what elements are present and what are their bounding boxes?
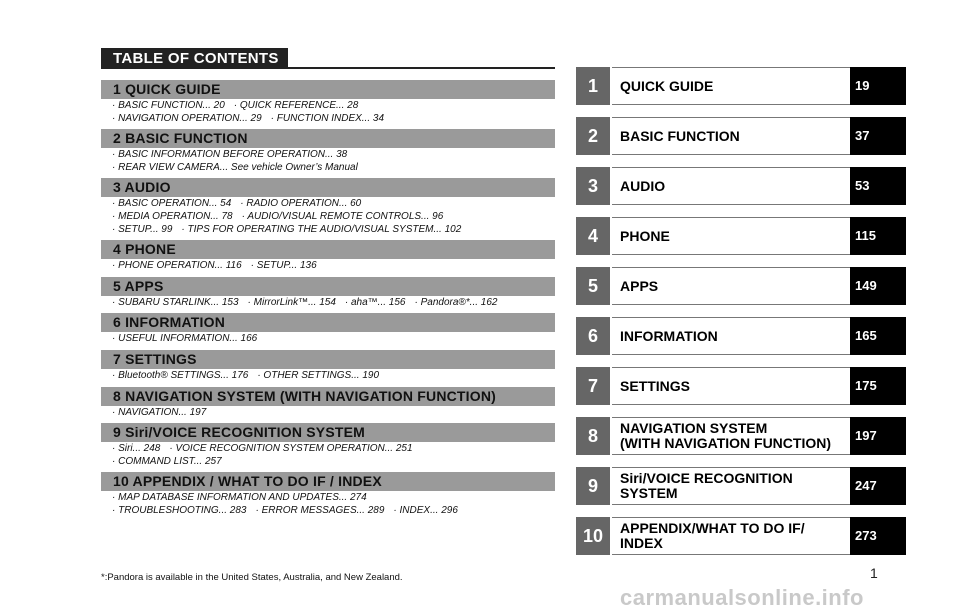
toc-entry-link[interactable]: · MirrorLink™... 154 bbox=[247, 296, 336, 308]
section-list bbox=[101, 80, 555, 522]
chapter-page-number: 175 bbox=[850, 367, 906, 405]
entry-line bbox=[112, 211, 555, 224]
toc-section bbox=[101, 350, 555, 383]
chapter-number: 7 bbox=[576, 367, 610, 405]
watermark: carmanualsonline.info bbox=[620, 585, 864, 610]
toc-entry-link[interactable]: · Siri... 248 bbox=[112, 443, 161, 455]
chapter-number: 6 bbox=[576, 317, 610, 355]
toc-entry-link[interactable]: · COMMAND LIST... 257 bbox=[112, 455, 222, 467]
toc-entry-link[interactable]: · USEFUL INFORMATION... 166 bbox=[112, 333, 258, 345]
section-heading[interactable]: 1 QUICK GUIDE bbox=[101, 80, 555, 99]
toc-entry-link[interactable]: · OTHER SETTINGS... 190 bbox=[257, 369, 380, 381]
entry-line bbox=[112, 456, 555, 469]
chapter-page-number: 247 bbox=[850, 467, 906, 505]
chapter-tab[interactable] bbox=[576, 367, 906, 405]
chapter-tab[interactable] bbox=[576, 417, 906, 455]
section-entries bbox=[101, 259, 555, 273]
toc-entry-link[interactable]: · SETUP... 136 bbox=[250, 260, 317, 272]
entry-line bbox=[112, 492, 555, 505]
entry-line bbox=[112, 297, 555, 310]
entry-line bbox=[112, 100, 555, 113]
chapter-label: NAVIGATION SYSTEM (WITH NAVIGATION FUNCTION) bbox=[612, 417, 859, 455]
chapter-label: INFORMATION bbox=[612, 317, 859, 355]
toc-section bbox=[101, 240, 555, 273]
section-heading[interactable]: 9 Siri/VOICE RECOGNITION SYSTEM bbox=[101, 423, 555, 442]
chapter-tab[interactable] bbox=[576, 167, 906, 205]
chapter-tabs bbox=[576, 67, 906, 567]
toc-entry-link[interactable]: · QUICK REFERENCE... 28 bbox=[233, 100, 359, 111]
toc-entry-link[interactable]: · TROUBLESHOOTING... 283 bbox=[112, 504, 247, 516]
toc-section bbox=[101, 387, 555, 420]
toc-entry-link[interactable]: · PHONE OPERATION... 116 bbox=[112, 260, 242, 272]
section-entries bbox=[101, 442, 555, 468]
entry-line bbox=[112, 443, 555, 456]
section-entries bbox=[101, 406, 555, 420]
chapter-page-number: 165 bbox=[850, 317, 906, 355]
toc-section bbox=[101, 129, 555, 174]
toc-entry-link[interactable]: · REAR VIEW CAMERA... See vehicle Owner’s Manual bbox=[112, 161, 358, 173]
entry-line bbox=[112, 198, 555, 211]
entry-line bbox=[112, 113, 555, 126]
chapter-number: 2 bbox=[576, 117, 610, 155]
chapter-tab[interactable] bbox=[576, 467, 906, 505]
chapter-label: SETTINGS bbox=[612, 367, 859, 405]
section-heading[interactable]: 6 INFORMATION bbox=[101, 313, 555, 332]
toc-section bbox=[101, 178, 555, 236]
chapter-label: QUICK GUIDE bbox=[612, 67, 859, 105]
toc-entry-link[interactable]: · AUDIO/VISUAL REMOTE CONTROLS... 96 bbox=[241, 210, 444, 222]
chapter-tab[interactable] bbox=[576, 267, 906, 305]
toc-entry-link[interactable]: · VOICE RECOGNITION SYSTEM OPERATION... 251 bbox=[169, 443, 413, 455]
chapter-page-number: 115 bbox=[850, 217, 906, 255]
section-entries bbox=[101, 332, 555, 346]
toc-entry-link[interactable]: · BASIC INFORMATION BEFORE OPERATION... 38 bbox=[112, 149, 348, 161]
chapter-page-number: 53 bbox=[850, 167, 906, 205]
entry-line bbox=[112, 333, 555, 346]
entry-line bbox=[112, 260, 555, 273]
toc-entry-link[interactable]: · aha™... 156 bbox=[344, 296, 406, 308]
entry-line bbox=[112, 162, 555, 175]
toc-entry-link[interactable]: · BASIC FUNCTION... 20 bbox=[112, 100, 225, 111]
section-heading[interactable]: 2 BASIC FUNCTION bbox=[101, 129, 555, 148]
chapter-label: BASIC FUNCTION bbox=[612, 117, 859, 155]
chapter-tab[interactable] bbox=[576, 67, 906, 105]
section-entries bbox=[101, 99, 555, 125]
toc-entry-link[interactable]: · BASIC OPERATION... 54 bbox=[112, 198, 232, 210]
toc-entry-link[interactable]: · FUNCTION INDEX... 34 bbox=[270, 112, 385, 124]
toc-entry-link[interactable]: · MEDIA OPERATION... 78 bbox=[112, 210, 233, 222]
toc-entry-link[interactable]: · RADIO OPERATION... 60 bbox=[240, 198, 362, 210]
section-entries bbox=[101, 296, 555, 310]
toc-entry-link[interactable]: · MAP DATABASE INFORMATION AND UPDATES... 274 bbox=[112, 492, 367, 504]
toc-entry-link[interactable]: · SETUP... 99 bbox=[112, 223, 173, 235]
title-rule bbox=[101, 67, 555, 69]
page-number: 1 bbox=[870, 565, 878, 581]
toc-entry-link[interactable]: · ERROR MESSAGES... 289 bbox=[255, 504, 385, 516]
section-heading[interactable]: 10 APPENDIX / WHAT TO DO IF / INDEX bbox=[101, 472, 555, 491]
toc-entry-link[interactable]: · SUBARU STARLINK... 153 bbox=[112, 296, 239, 308]
section-entries bbox=[101, 369, 555, 383]
toc-section bbox=[101, 277, 555, 310]
section-heading[interactable]: 5 APPS bbox=[101, 277, 555, 296]
section-entries bbox=[101, 197, 555, 236]
chapter-label: APPENDIX/WHAT TO DO IF/ INDEX bbox=[612, 517, 859, 555]
section-heading[interactable]: 4 PHONE bbox=[101, 240, 555, 259]
section-heading[interactable]: 8 NAVIGATION SYSTEM (WITH NAVIGATION FUNCTION) bbox=[101, 387, 555, 406]
chapter-page-number: 19 bbox=[850, 67, 906, 105]
chapter-page-number: 37 bbox=[850, 117, 906, 155]
chapter-label: APPS bbox=[612, 267, 859, 305]
toc-section bbox=[101, 80, 555, 125]
chapter-number: 1 bbox=[576, 67, 610, 105]
toc-title: TABLE OF CONTENTS bbox=[101, 48, 288, 69]
chapter-number: 8 bbox=[576, 417, 610, 455]
toc-entry-link[interactable]: · TIPS FOR OPERATING THE AUDIO/VISUAL SYSTEM... 102 bbox=[181, 223, 462, 235]
toc-section bbox=[101, 423, 555, 468]
section-entries bbox=[101, 491, 555, 517]
toc-section bbox=[101, 472, 555, 517]
entry-line bbox=[112, 505, 555, 518]
chapter-number: 10 bbox=[576, 517, 610, 555]
chapter-page-number: 149 bbox=[850, 267, 906, 305]
chapter-tab[interactable] bbox=[576, 217, 906, 255]
section-heading[interactable]: 3 AUDIO bbox=[101, 178, 555, 197]
chapter-page-number: 273 bbox=[850, 517, 906, 555]
entry-line bbox=[112, 370, 555, 383]
toc-entry-link[interactable]: · Bluetooth® SETTINGS... 176 bbox=[112, 369, 249, 381]
section-entries bbox=[101, 148, 555, 174]
chapter-label: AUDIO bbox=[612, 167, 859, 205]
entry-line bbox=[112, 149, 555, 162]
toc-section bbox=[101, 313, 555, 346]
chapter-tab[interactable] bbox=[576, 517, 906, 555]
chapter-label: PHONE bbox=[612, 217, 859, 255]
section-heading[interactable]: 7 SETTINGS bbox=[101, 350, 555, 369]
chapter-tab[interactable] bbox=[576, 117, 906, 155]
chapter-tab[interactable] bbox=[576, 317, 906, 355]
entry-line bbox=[112, 224, 555, 237]
toc-entry-link[interactable]: · INDEX... 296 bbox=[393, 504, 458, 516]
toc-entry-link[interactable]: · NAVIGATION... 197 bbox=[112, 406, 207, 418]
chapter-number: 9 bbox=[576, 467, 610, 505]
footnote: *:Pandora is available in the United States, Australia, and New Zealand. bbox=[101, 572, 403, 583]
entry-line bbox=[112, 407, 555, 420]
chapter-number: 4 bbox=[576, 217, 610, 255]
toc-entry-link[interactable]: · NAVIGATION OPERATION... 29 bbox=[112, 112, 262, 124]
toc-entry-link[interactable]: · Pandora®*... 162 bbox=[414, 296, 498, 308]
chapter-number: 3 bbox=[576, 167, 610, 205]
chapter-page-number: 197 bbox=[850, 417, 906, 455]
chapter-label: Siri/VOICE RECOGNITION SYSTEM bbox=[612, 467, 859, 505]
chapter-number: 5 bbox=[576, 267, 610, 305]
